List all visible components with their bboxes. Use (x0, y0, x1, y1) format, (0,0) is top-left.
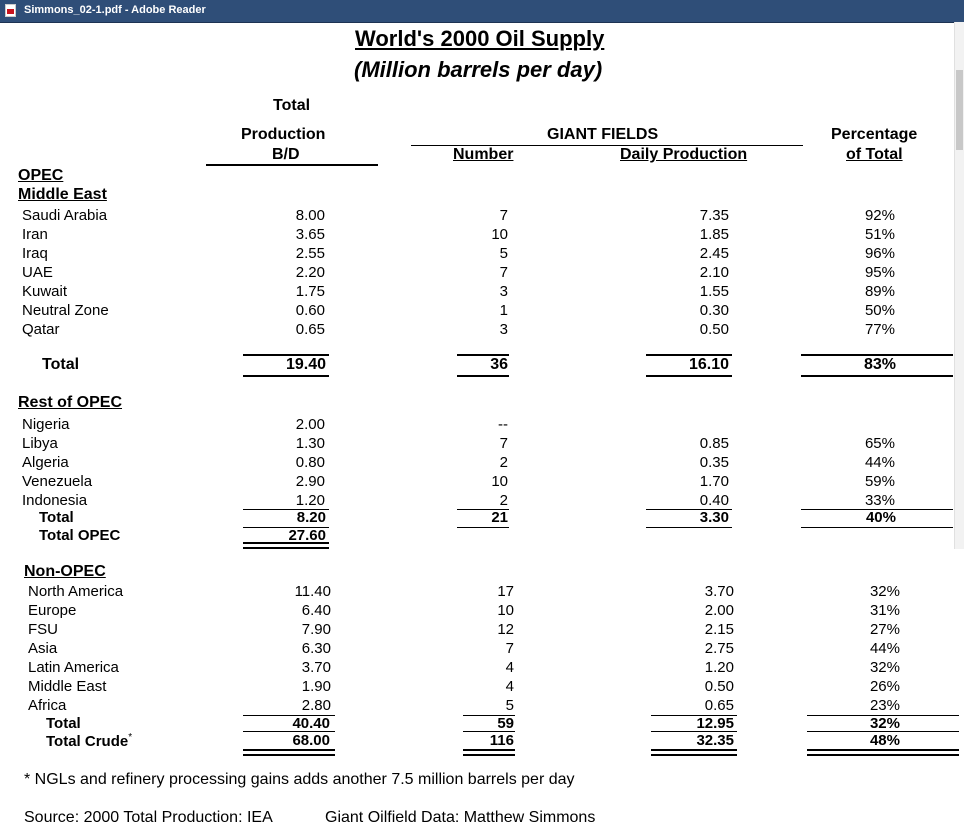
rest-of-opec-total-pct: 40% (865, 509, 896, 526)
row-percentage: 95% (864, 264, 895, 281)
row-production: 0.65 (295, 321, 325, 338)
page-title: World's 2000 Oil Supply (355, 26, 605, 51)
row-number: -- (498, 416, 508, 433)
row-number: 12 (497, 621, 514, 638)
row-number: 7 (505, 640, 514, 657)
row-name: Neutral Zone (22, 302, 109, 319)
middle-east-total-label: Total (42, 356, 80, 373)
non-opec-total-label: Total (46, 715, 81, 732)
row-number: 3 (499, 321, 508, 338)
total-crude-pct: 48% (869, 732, 900, 749)
row-percentage: 31% (869, 602, 900, 619)
row-number: 7 (499, 435, 508, 452)
row-percentage: 26% (869, 678, 900, 695)
total-crude-footnote-mark: * (128, 732, 133, 743)
header-production: Production (241, 126, 326, 143)
row-percentage: 92% (864, 207, 895, 224)
row-name: North America (28, 583, 124, 600)
row-daily-production: 2.75 (704, 640, 734, 657)
row-daily-production: 0.85 (699, 435, 729, 452)
window-titlebar (0, 0, 964, 23)
row-name: UAE (22, 264, 53, 281)
row-daily-production: 0.50 (699, 321, 729, 338)
middle-east-total-pct: 83% (863, 356, 896, 373)
row-daily-production: 7.35 (699, 207, 729, 224)
row-production: 1.90 (301, 678, 331, 695)
row-number: 10 (497, 602, 514, 619)
non-opec-total-number: 59 (497, 715, 514, 732)
total-rule (801, 375, 953, 377)
row-percentage: 89% (864, 283, 895, 300)
row-daily-production: 0.30 (699, 302, 729, 319)
section-middle-east: Middle East (18, 186, 107, 203)
row-production: 0.80 (295, 454, 325, 471)
row-daily-production: 0.40 (699, 492, 729, 509)
row-production: 3.70 (301, 659, 331, 676)
total-crude-label: Total Crude* (46, 732, 133, 750)
row-number: 10 (491, 473, 508, 490)
double-rule (243, 749, 335, 756)
source-giant-fields: Giant Oilfield Data: Matthew Simmons (325, 809, 596, 826)
middle-east-total-production: 19.40 (285, 356, 326, 373)
rest-of-opec-total-number: 21 (491, 509, 508, 526)
row-daily-production: 2.15 (704, 621, 734, 638)
row-number: 4 (505, 659, 514, 676)
row-name: Africa (28, 697, 67, 714)
row-percentage: 59% (864, 473, 895, 490)
total-opec-label: Total OPEC (39, 527, 121, 544)
row-production: 2.00 (295, 416, 325, 433)
total-rule (243, 375, 329, 377)
row-name: Nigeria (22, 416, 70, 433)
row-daily-production: 3.70 (704, 583, 734, 600)
row-percentage: 77% (864, 321, 895, 338)
row-percentage: 44% (869, 640, 900, 657)
row-production: 8.00 (295, 207, 325, 224)
row-production: 1.75 (295, 283, 325, 300)
total-rule (457, 527, 509, 528)
double-rule (651, 749, 737, 756)
header-rule (206, 164, 378, 166)
row-name: Kuwait (22, 283, 68, 300)
row-daily-production: 0.65 (704, 697, 734, 714)
row-production: 2.80 (301, 697, 331, 714)
row-daily-production: 2.45 (699, 245, 729, 262)
footnote: * NGLs and refinery processing gains adds another 7.5 million barrels per day (24, 771, 575, 788)
row-number: 5 (499, 245, 508, 262)
row-production: 2.55 (295, 245, 325, 262)
section-non-opec: Non-OPEC (24, 563, 106, 580)
section-rest-of-opec: Rest of OPEC (18, 394, 123, 411)
row-number: 4 (505, 678, 514, 695)
row-daily-production: 0.35 (699, 454, 729, 471)
middle-east-total-number: 36 (490, 356, 508, 373)
rest-of-opec-total-production: 8.20 (296, 509, 326, 526)
row-number: 5 (505, 697, 514, 714)
header-percentage: Percentage (831, 126, 918, 143)
row-percentage: 50% (864, 302, 895, 319)
row-daily-production: 1.55 (699, 283, 729, 300)
double-rule (243, 542, 329, 549)
row-production: 1.20 (295, 492, 325, 509)
header-of-total: of Total (846, 146, 903, 163)
row-percentage: 33% (864, 492, 895, 509)
rest-of-opec-total-daily: 3.30 (699, 509, 729, 526)
total-rule (646, 375, 732, 377)
double-rule (463, 749, 515, 756)
non-opec-total-production: 40.40 (292, 715, 330, 732)
row-percentage: 65% (864, 435, 895, 452)
double-rule (807, 749, 959, 756)
row-percentage: 44% (864, 454, 895, 471)
source-production: Source: 2000 Total Production: IEA (24, 809, 273, 826)
row-production: 1.30 (295, 435, 325, 452)
row-name: Qatar (22, 321, 60, 338)
row-daily-production: 1.85 (699, 226, 729, 243)
pdf-file-icon (5, 4, 16, 17)
row-percentage: 32% (869, 659, 900, 676)
window-title: Simmons_02-1.pdf - Adobe Reader (24, 4, 206, 16)
total-rule (801, 527, 953, 528)
section-opec: OPEC (18, 167, 64, 184)
row-number: 1 (499, 302, 508, 319)
middle-east-total-daily: 16.10 (688, 356, 729, 373)
total-crude-daily: 32.35 (696, 732, 734, 749)
header-bd: B/D (272, 146, 300, 163)
row-daily-production: 1.20 (704, 659, 734, 676)
total-opec-production: 27.60 (288, 527, 326, 544)
row-name: Venezuela (22, 473, 93, 490)
row-production: 2.90 (295, 473, 325, 490)
row-percentage: 51% (864, 226, 895, 243)
row-percentage: 32% (869, 583, 900, 600)
total-rule (457, 375, 509, 377)
header-total: Total (273, 97, 311, 114)
row-name: Asia (28, 640, 58, 657)
row-production: 11.40 (294, 583, 331, 600)
scrollbar-thumb[interactable] (956, 70, 963, 150)
header-giant-fields: GIANT FIELDS (547, 126, 659, 143)
row-name: Iraq (22, 245, 48, 262)
row-percentage: 96% (864, 245, 895, 262)
row-production: 0.60 (295, 302, 325, 319)
row-name: Iran (22, 226, 48, 243)
row-number: 17 (497, 583, 514, 600)
total-crude-production: 68.00 (292, 732, 330, 749)
total-crude-number: 116 (489, 732, 514, 749)
row-daily-production: 0.50 (704, 678, 734, 695)
vertical-scrollbar[interactable] (954, 22, 964, 549)
rest-of-opec-total-label: Total (39, 509, 74, 526)
row-daily-production: 2.10 (699, 264, 729, 281)
row-number: 7 (499, 207, 508, 224)
row-daily-production: 2.00 (704, 602, 734, 619)
row-name: FSU (28, 621, 58, 638)
row-number: 10 (491, 226, 508, 243)
row-name: Algeria (22, 454, 69, 471)
row-name: Europe (28, 602, 77, 619)
non-opec-total-pct: 32% (869, 715, 900, 732)
row-name: Libya (22, 435, 58, 452)
row-name: Indonesia (22, 492, 88, 509)
total-rule (646, 527, 732, 528)
row-percentage: 27% (869, 621, 900, 638)
row-production: 7.90 (301, 621, 331, 638)
row-percentage: 23% (869, 697, 900, 714)
row-number: 7 (499, 264, 508, 281)
row-production: 3.65 (295, 226, 325, 243)
row-production: 2.20 (295, 264, 325, 281)
row-daily-production: 1.70 (699, 473, 729, 490)
non-opec-total-daily: 12.95 (696, 715, 734, 732)
row-production: 6.30 (301, 640, 331, 657)
header-number: Number (453, 146, 514, 163)
row-number: 3 (499, 283, 508, 300)
row-production: 6.40 (301, 602, 331, 619)
row-name: Latin America (28, 659, 119, 676)
row-number: 2 (499, 492, 508, 509)
row-name: Saudi Arabia (22, 207, 108, 224)
row-number: 2 (499, 454, 508, 471)
row-name: Middle East (28, 678, 107, 695)
page-subtitle: (Million barrels per day) (354, 57, 603, 82)
header-daily-production: Daily Production (620, 146, 748, 163)
